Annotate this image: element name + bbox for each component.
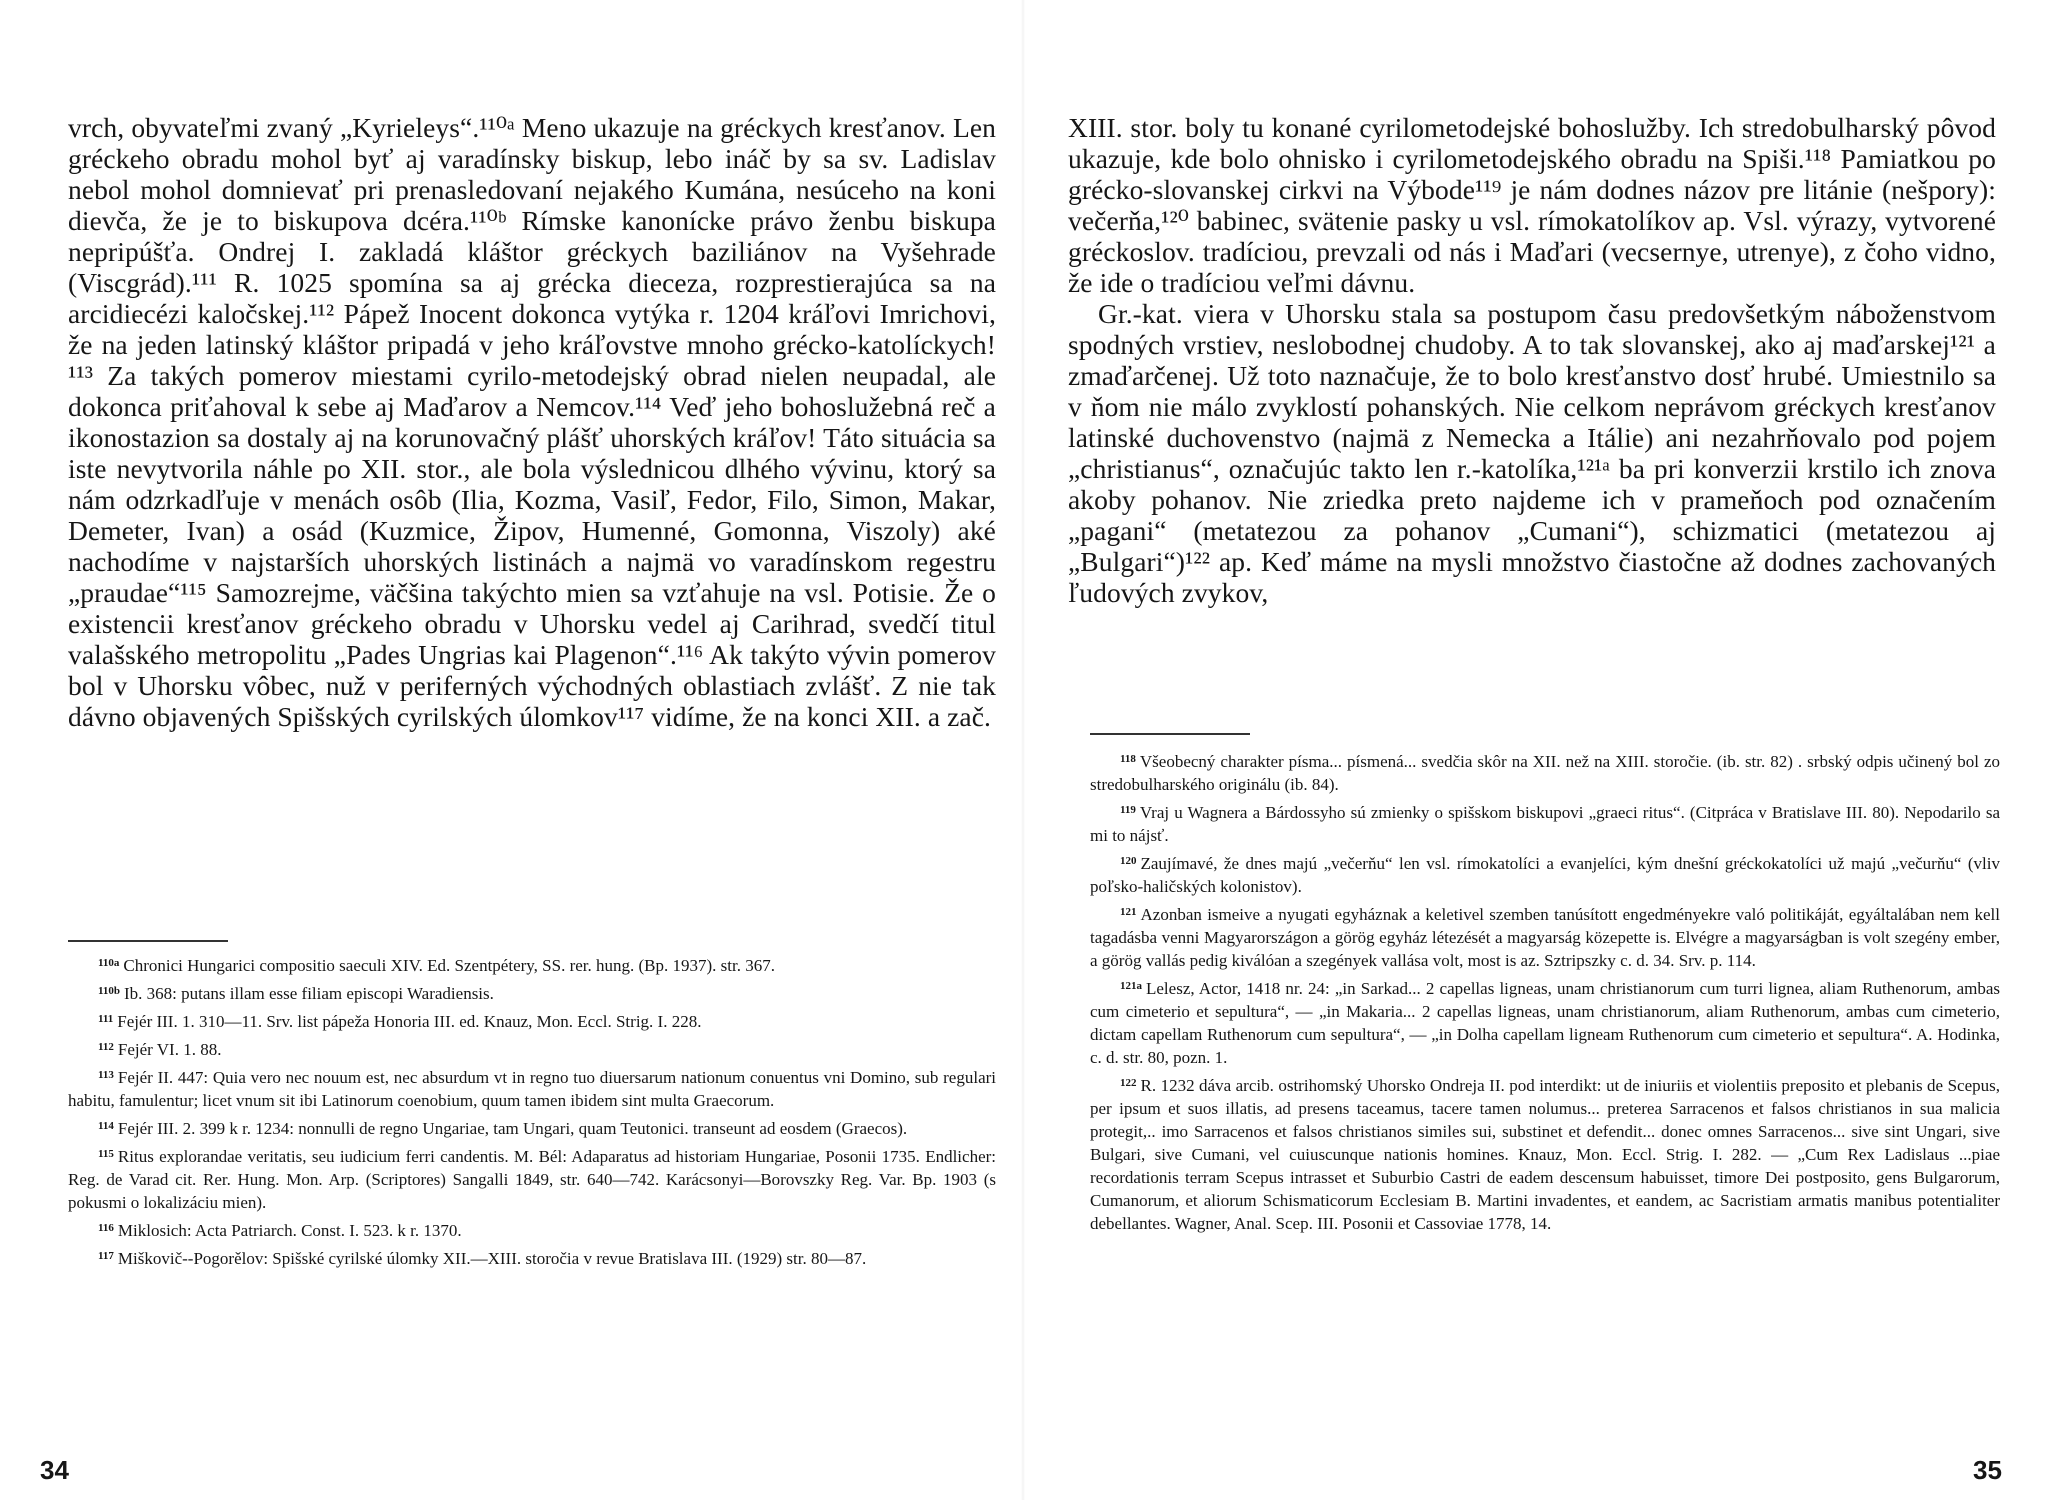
left-body-text bbox=[68, 112, 996, 732]
footnote: $^{119}$ Vraj u Wagnera a Bárdossyho sú zmienky o spišskom biskupovi „graeci ritus“. (Citpráca v Bratislave III. 80). Nepodarilo sa mi to nájsť. bbox=[1090, 803, 2000, 845]
right-paragraph: Gr.-kat. viera v Uhorsku stala sa postupom času predovšetkým náboženstvom spodných vrstiev, neslobodnej chudoby. A to tak slovanskej, ako aj maďarskej¹²¹ a zmaďarčenej. Už toto naznačuje, že to bolo kresťanstvo dosť hrubé. Umiestnilo sa v ňom nie málo zvyklostí pohanských. Nie celkom neprávom gréckych kresťanov latinské duchovenstvo (najmä z Nemecka a Itálie) ani nezahrňovalo pod pojem „christianus“, označujúc takto len r.-katolíka,¹²¹ᵃ ba pri konverzii krstilo ich znova akoby pohanov. Nie zriedka preto najdeme ich v prameňoch pod označením „pagani“ (metatezou za pohanov „Cumani“), schizmatici (metatezou aj „Bulgari“)¹²² ap. Keď máme na mysli množstvo čiastočne až dodnes zachovaných ľudových zvykov, bbox=[1068, 298, 1996, 608]
footnote: $^{110a}$ Chronici Hungarici compositio saeculi XIV. Ed. Szentpétery, SS. rer. hung. (Bp. 1937). str. 367. bbox=[98, 956, 775, 975]
right-footnotes bbox=[1090, 748, 2000, 1238]
footnote: $^{116}$ Miklosich: Acta Patriarch. Const. I. 523. k r. 1370. bbox=[98, 1221, 462, 1240]
footnote: $^{117}$ Miškovič--Pogorělov: Spišské cyrilské úlomky XII.—XIII. storočia v revue Bratislava III. (1929) str. 80—87. bbox=[98, 1249, 867, 1268]
right-body-text bbox=[1068, 112, 1996, 608]
footnote: $^{110b}$ Ib. 368: putans illam esse filiam episcopi Waradiensis. bbox=[98, 984, 494, 1003]
footnote: $^{113}$ Fejér II. 447: Quia vero nec nouum est, nec absurdum vt in regno tuo diuersarum nationum conuentus vni Domino, sub regulari habitu, famulentur; licet vnum sit ibi Latinorum coenobium, quum tamen ibidem sint multa Graecorum. bbox=[68, 1068, 996, 1110]
page-number-right: 35 bbox=[1973, 1455, 2002, 1485]
footnote: $^{121}$ Azonban ismeive a nyugati egyháznak a keletivel szemben tanúsított engedményekre való politikáját, egyáltalában nem kell tagadásba venni Magyarországon a görög egyház létezését a magyarság közepette is. Elvégre a magyarságban is volt szegény ember, a görög vallás pedig kiválóan a szegények vallása volt, most is az. Sztripszky c. d. 34. Srv. p. 114. bbox=[1090, 905, 2000, 970]
footnote: $^{118}$ Všeobecný charakter písma... písmená... svedčia skôr na XII. než na XIII. storočie. (ib. str. 82) . srbský odpis učinený bol zo stredobulharského originálu (ib. 84). bbox=[1090, 752, 2000, 794]
footnote-separator bbox=[68, 940, 228, 942]
footnote: $^{120}$ Zaujímavé, že dnes majú „večerňu“ len vsl. rímokatolíci a evanjelíci, kým dnešní gréckokatolíci už majú „večurňu“ (vliv poľsko-haličských kolonistov). bbox=[1090, 854, 2000, 896]
footnote: $^{114}$ Fejér III. 2. 399 k r. 1234: nonnulli de regno Ungariae, tam Ungari, quam Teutonici. transeunt ad eosdem (Graecos). bbox=[98, 1119, 908, 1138]
footnote: $^{111}$ Fejér III. 1. 310—11. Srv. list pápeža Honoria III. ed. Knauz, Mon. Eccl. Strig. I. 228. bbox=[98, 1012, 702, 1031]
left-footnotes bbox=[68, 952, 996, 1273]
right-paragraph: XIII. stor. boly tu konané cyrilometodejské bohoslužby. Ich stredobulharský pôvod ukazuje, kde bolo ohnisko i cyrilometodejského obradu na Spiši.¹¹⁸ Pamiatkou po grécko-slovanskej cirkvi na Výbode¹¹⁹ je nám dodnes názov pre litánie (nešpory): večerňa,¹²⁰ babinec, svätenie pasky u vsl. rímokatolíkov ap. Vsl. výrazy, vytvorené gréckoslov. tradíciou, prevzali od nás i Maďari (vecsernye, utrenye), z čoho vidno, že ide o tradíciou veľmi dávnu. bbox=[1068, 112, 1996, 298]
footnote: $^{112}$ Fejér VI. 1. 88. bbox=[98, 1040, 222, 1059]
left-paragraph: vrch, obyvateľmi zvaný „Kyrieleys“.¹¹⁰ᵃ Meno ukazuje na gréckych kresťanov. Len gréckeho obradu mohol byť aj varadínsky biskup, lebo ináč by sa sv. Ladislav nebol mohol domnievať pri prenasledovaní nejakého Kumána, nesúceho na koni dievča, že je to biskupova dcéra.¹¹⁰ᵇ Rímske kanonícke právo ženbu biskupa nepripúšťa. Ondrej I. zakladá kláštor gréckych baziliánov na Vyšehrade (Viscgrád).¹¹¹ R. 1025 spomína sa aj grécka dieceza, rozprestierajúca sa na arcidiecézi kaločskej.¹¹² Pápež Inocent dokonca vytýka r. 1204 kráľovi Imrichovi, že na jeden latinský kláštor pripadá v jeho kráľovstve mnoho grécko-katolíckych!¹¹³ Za takých pomerov miestami cyrilo-metodejský obrad nielen neupadal, ale dokonca priťahoval k sebe aj Maďarov a Nemcov.¹¹⁴ Veď jeho bohoslužebná reč a ikonostazion sa dostaly aj na korunovačný plášť uhorských kráľov! Táto situácia sa iste nevytvorila náhle po XII. stor., ale bola výslednicou dlhého vývinu, ktorý sa nám odzrkadľuje v menách osôb (Ilia, Kozma, Vasiľ, Fedor, Filo, Simon, Makar, Demeter, Ivan) a osád (Kuzmice, Žipov, Humenné, Gomonna, Viszoly) aké nachodíme v najstarších uhorských listinách a najmä vo varadínskom regestru „praudae“¹¹⁵ Samozrejme, väčšina takýchto mien sa vzťahuje na vsl. Potisie. Že o existencii kresťanov gréckeho obradu v Uhorsku vedel aj Carihrad, svedčí titul valašského metropolitu „Pades Ungrias kai Plagenon“.¹¹⁶ Ak takýto vývin pomerov bol v Uhorsku vôbec, nuž v periferných východných oblastiach zvlášť. Z nie tak dávno objavených Spišských cyrilských úlomkov¹¹⁷ vidíme, že na konci XII. a zač. bbox=[68, 112, 996, 732]
footnote: $^{122}$ R. 1232 dáva arcib. ostrihomský Uhorsko Ondreja II. pod interdikt: ut de iniuriis et violentiis preposito et plebanis de Scepus, per ipsum et suos illatis, ad presens taceamus, tacere tamen nolumus... preterea Sarracenos et falsos christianos in sua malicia protegit,.. imo Sarracenos et falsos christianos similes sui, substinet et defendit... donec omnes Sarracenos... sive sint Ungari, sive Bulgari, sive Cumani, vel cuiuscunque nationis homines. Knauz, Mon. Eccl. Strig. I. 282. — „Cum Rex Ladislaus ...piae recordationis terram Scepus intrasset et Suburbio Castri de eadem descensum habuisset, timore Dei postposito, gens Bulgarorum, Cumanorum, et aliorum Schismaticorum Ecclesiam B. Martini invadentes, et eandem, ac Sacristiam armatis manibus potentialiter debellantes. Wagner, Anal. Scep. III. Posonii et Cassoviae 1778, 14. bbox=[1090, 1076, 2000, 1233]
footnote: $^{115}$ Ritus explorandae veritatis, seu iudicium ferri candentis. M. Bél: Adaparatus ad historiam Hungariae, Posonii 1735. Endlicher: Reg. de Varad cit. Rer. Hung. Mon. Arp. (Scriptores) Sangalli 1849, str. 640—742. Karácsonyi—Borovszky Reg. Var. Bp. 1903 (s pokusmi o lokalizáciu mien). bbox=[68, 1147, 996, 1212]
page-number-left: 34 bbox=[40, 1455, 69, 1485]
footnote-separator bbox=[1090, 733, 1250, 735]
footnote: $^{121a}$ Lelesz, Actor, 1418 nr. 24: „in Sarkad... 2 capellas ligneas, unam christianorum cum turri lignea, aliam Ruthenorum, ambas cum cimeterio et sepultura“, — „in Makaria... 2 capellas ligneas, unam christianorum, aliam Ruthenorum, ambas cum cimeterio, dictam capellam Ruthenorum cum sepultura“, — „in Dolha capellam ligneam Ruthenorum cum cimeterio et sepultura“. A. Hodinka, c. d. str. 80, pozn. 1. bbox=[1090, 979, 2000, 1067]
